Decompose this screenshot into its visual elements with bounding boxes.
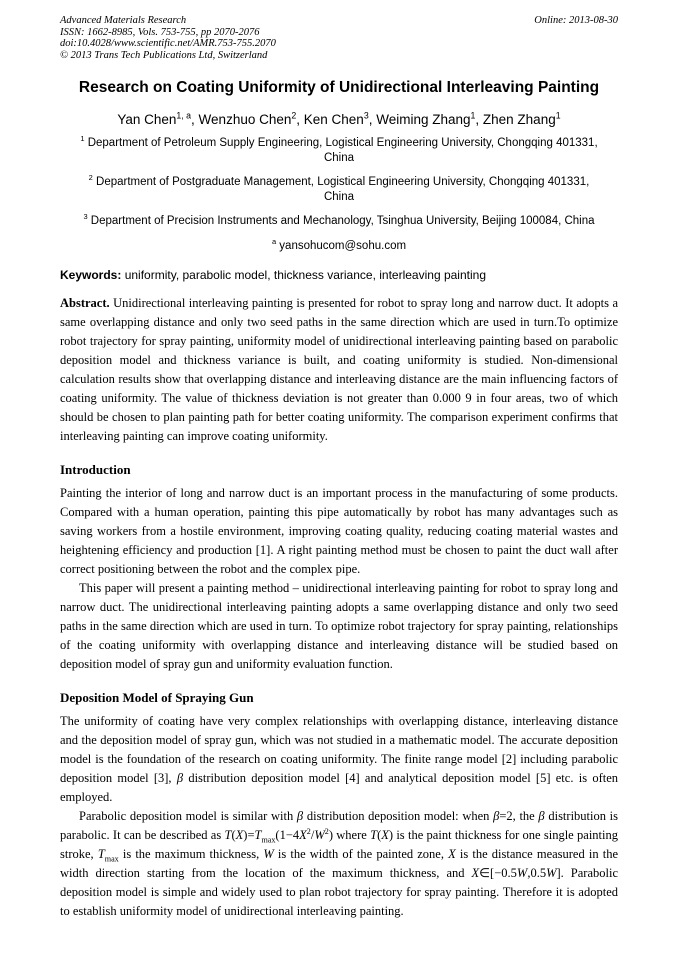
affiliation-text: Department of Petroleum Supply Engineering, Logistical Engineering University, Chongqing 401331, China <box>84 137 598 164</box>
abstract-label: Abstract. <box>60 296 110 310</box>
section-heading-deposition-model: Deposition Model of Spraying Gun <box>60 690 254 705</box>
online-date: Online: 2013-08-30 <box>534 15 618 26</box>
author <box>296 112 368 127</box>
author-line <box>60 112 618 127</box>
author-superscript: 1 <box>470 110 476 121</box>
author-name: , Weiming Zhang <box>368 112 471 127</box>
author <box>475 112 560 127</box>
journal-name: Advanced Materials Research <box>60 15 187 26</box>
affiliation-text: Department of Precision Instruments and Mechanology, Tsinghua University, Beijing 100084, China <box>87 215 595 227</box>
affiliation-2 <box>60 175 618 205</box>
author-name: , Wenzhuo Chen <box>191 112 292 127</box>
paper-title: Research on Coating Uniformity of Unidirectional Interleaving Painting <box>78 79 600 96</box>
affiliation-1 <box>60 136 618 166</box>
journal-copyright-line: © 2013 Trans Tech Publications Ltd, Switzerland <box>60 49 268 61</box>
author <box>117 112 191 127</box>
affiliation-superscript: 1 <box>80 134 85 144</box>
keywords-line <box>60 268 618 282</box>
author <box>191 112 296 127</box>
paragraph-deposition-2: Parabolic deposition model is similar with β distribution deposition model: when β=2, the β distribution is parabolic. It can be described as $T(X)=T_{max}(1-4X^2/W^2)$ where T(X) is the paint thickness for one single painting stroke, $T_{max}$ is the maximum thickness, W is the width of the painted zone, X is the distance measured in the width direction starting from the location of the maximum thickness, and X∈[−0.5W,0.5W]. Parabolic deposition model is simple and widely used to plan robot trajectory for spray painting. Therefore it is adopted to establish uniformity model of unidirectional interleaving painting. <box>60 809 619 918</box>
affiliation-text: Department of Postgraduate Management, Logistical Engineering University, Chongqing 401331, China <box>92 176 590 203</box>
paragraph-introduction-2: This paper will present a painting method – unidirectional interleaving painting for robot to spray long and narrow duct. The unidirectional interleaving painting adopts a same overlapping distance and only two seed paths in the same direction which are used in turn. To optimize robot trajectory for spray painting, relationships of the coating uniformity with overlapping distance and interleaving distance will be studied based on deposition model of spray gun and uniformity evaluation function. <box>60 581 618 671</box>
journal-info <box>60 15 276 61</box>
abstract-text: Unidirectional interleaving painting is presented for robot to spray long and narrow duct. It adopts a same overlapping distance and only two seed paths in the same direction which are used in turn.To optimize robot trajectory for spray painting, uniformity model of unidirectional interleaving painting based on parabolic deposition model and thickness variance is built, and coating uniformity is studied. Non-dimensional calculation results show that overlapping distance and interleaving distance are the main influencing factors of coating uniformity. The value of thickness deviation is not greater than 0.000 9 in four areas, two of which should be chosen to plan painting path for better coating uniformity. The comparison experiment confirms that interleaving painting can improve coating uniformity. <box>60 296 618 443</box>
author-superscript: 1 <box>555 110 561 121</box>
author-name: Yan Chen <box>117 112 177 127</box>
paragraph-introduction-1: Painting the interior of long and narrow duct is an important process in the manufacturing of some products. Compared with a human operation, painting this pipe automatically by robot has many advantages such as saving workers from a hostile environment, improving coating quality, reducing coating material wastes and heightening efficiency and production [1]. A right painting method must be chosen to paint the duct wall after correct positioning between the robot and the complex pipe. <box>60 486 618 576</box>
email-text: yansohucom@sohu.com <box>276 240 407 252</box>
email-superscript: a <box>271 237 277 247</box>
abstract <box>60 294 618 446</box>
affiliation-superscript: 2 <box>88 173 93 183</box>
affiliation-superscript: 3 <box>83 212 88 222</box>
author-superscript: 3 <box>363 110 369 121</box>
journal-header <box>60 15 618 61</box>
author <box>369 112 476 127</box>
author-name: , Ken Chen <box>296 112 364 127</box>
author-email <box>60 237 618 252</box>
journal-issn-line: ISSN: 1662-8985, Vols. 753-755, pp 2070-2076 <box>60 26 260 38</box>
section-heading-introduction: Introduction <box>60 462 131 477</box>
affiliation-3 <box>60 214 618 229</box>
journal-doi-line: doi:10.4028/www.scientific.net/AMR.753-755.2070 <box>60 38 276 49</box>
author-superscript: 1, a <box>176 110 192 121</box>
author-name: , Zhen Zhang <box>475 112 556 127</box>
keywords-text: uniformity, parabolic model, thickness variance, interleaving painting <box>121 268 486 282</box>
keywords-label: Keywords: <box>60 268 122 282</box>
author-superscript: 2 <box>291 110 297 121</box>
paragraph-deposition-1: The uniformity of coating have very complex relationships with overlapping distance, interleaving distance and the deposition model of spray gun, which was not studied in a mathematic model. The accurate deposition model is the foundation of the research on coating uniformity. The finite range model [2] including parabolic deposition model [3], β distribution deposition model [4] and analytical deposition model [5] etc. is often employed. <box>60 714 619 804</box>
